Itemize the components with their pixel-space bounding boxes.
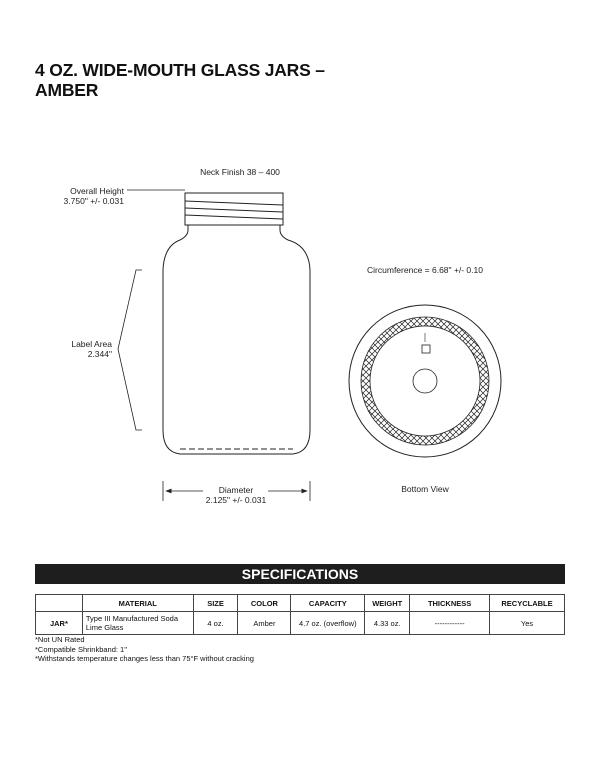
label-area-bracket	[118, 270, 142, 430]
footnote-item: *Compatible Shrinkband: 1"	[35, 644, 127, 654]
title-line-2: AMBER	[35, 80, 99, 100]
col-header-weight: WEIGHT	[365, 595, 410, 612]
footnote-item: *Withstands temperature changes less than 75°F without cracking	[35, 654, 254, 663]
table-row	[36, 612, 565, 635]
title-line-1: 4 OZ. WIDE-MOUTH GLASS JARS –	[35, 60, 325, 80]
diameter-label: Diameter	[218, 485, 254, 495]
size-cell: 4 oz.	[193, 612, 238, 635]
thickness-cell: ------------	[410, 612, 490, 635]
label-area-value: 2.344"	[87, 349, 112, 359]
neck-finish-label: Neck Finish 38 – 400	[200, 167, 280, 177]
col-header-color: COLOR	[238, 595, 291, 612]
col-header-material: MATERIAL	[82, 595, 193, 612]
specifications-table	[35, 594, 565, 635]
col-header-thickness: THICKNESS	[410, 595, 490, 612]
recyclable-cell: Yes	[490, 612, 565, 635]
material-cell: Type III Manufactured Soda Lime Glass	[82, 612, 193, 635]
footnotes	[35, 635, 254, 664]
col-header-capacity: CAPACITY	[291, 595, 365, 612]
overall-height-label: Overall Height	[70, 186, 124, 196]
col-header-size: SIZE	[193, 595, 238, 612]
color-cell: Amber	[238, 612, 291, 635]
weight-cell: 4.33 oz.	[365, 612, 410, 635]
jar-side-view	[163, 193, 310, 454]
capacity-cell: 4.7 oz. (overflow)	[291, 612, 365, 635]
diameter-value: 2.125" +/- 0.031	[205, 495, 267, 505]
row-label: JAR*	[36, 612, 83, 635]
overall-height-value: 3.750" +/- 0.031	[63, 196, 124, 206]
col-header-recyclable: RECYCLABLE	[490, 595, 565, 612]
jar-bottom-view	[349, 305, 501, 457]
table-header-row	[36, 595, 565, 612]
specifications-header: SPECIFICATIONS	[35, 564, 565, 584]
circumference-label: Circumference = 6.68" +/- 0.10	[367, 265, 483, 275]
footnote-item: *Not UN Rated	[35, 635, 85, 644]
label-area-label: Label Area	[71, 339, 112, 349]
bottom-view-label: Bottom View	[401, 484, 449, 494]
col-header-blank	[36, 595, 83, 612]
